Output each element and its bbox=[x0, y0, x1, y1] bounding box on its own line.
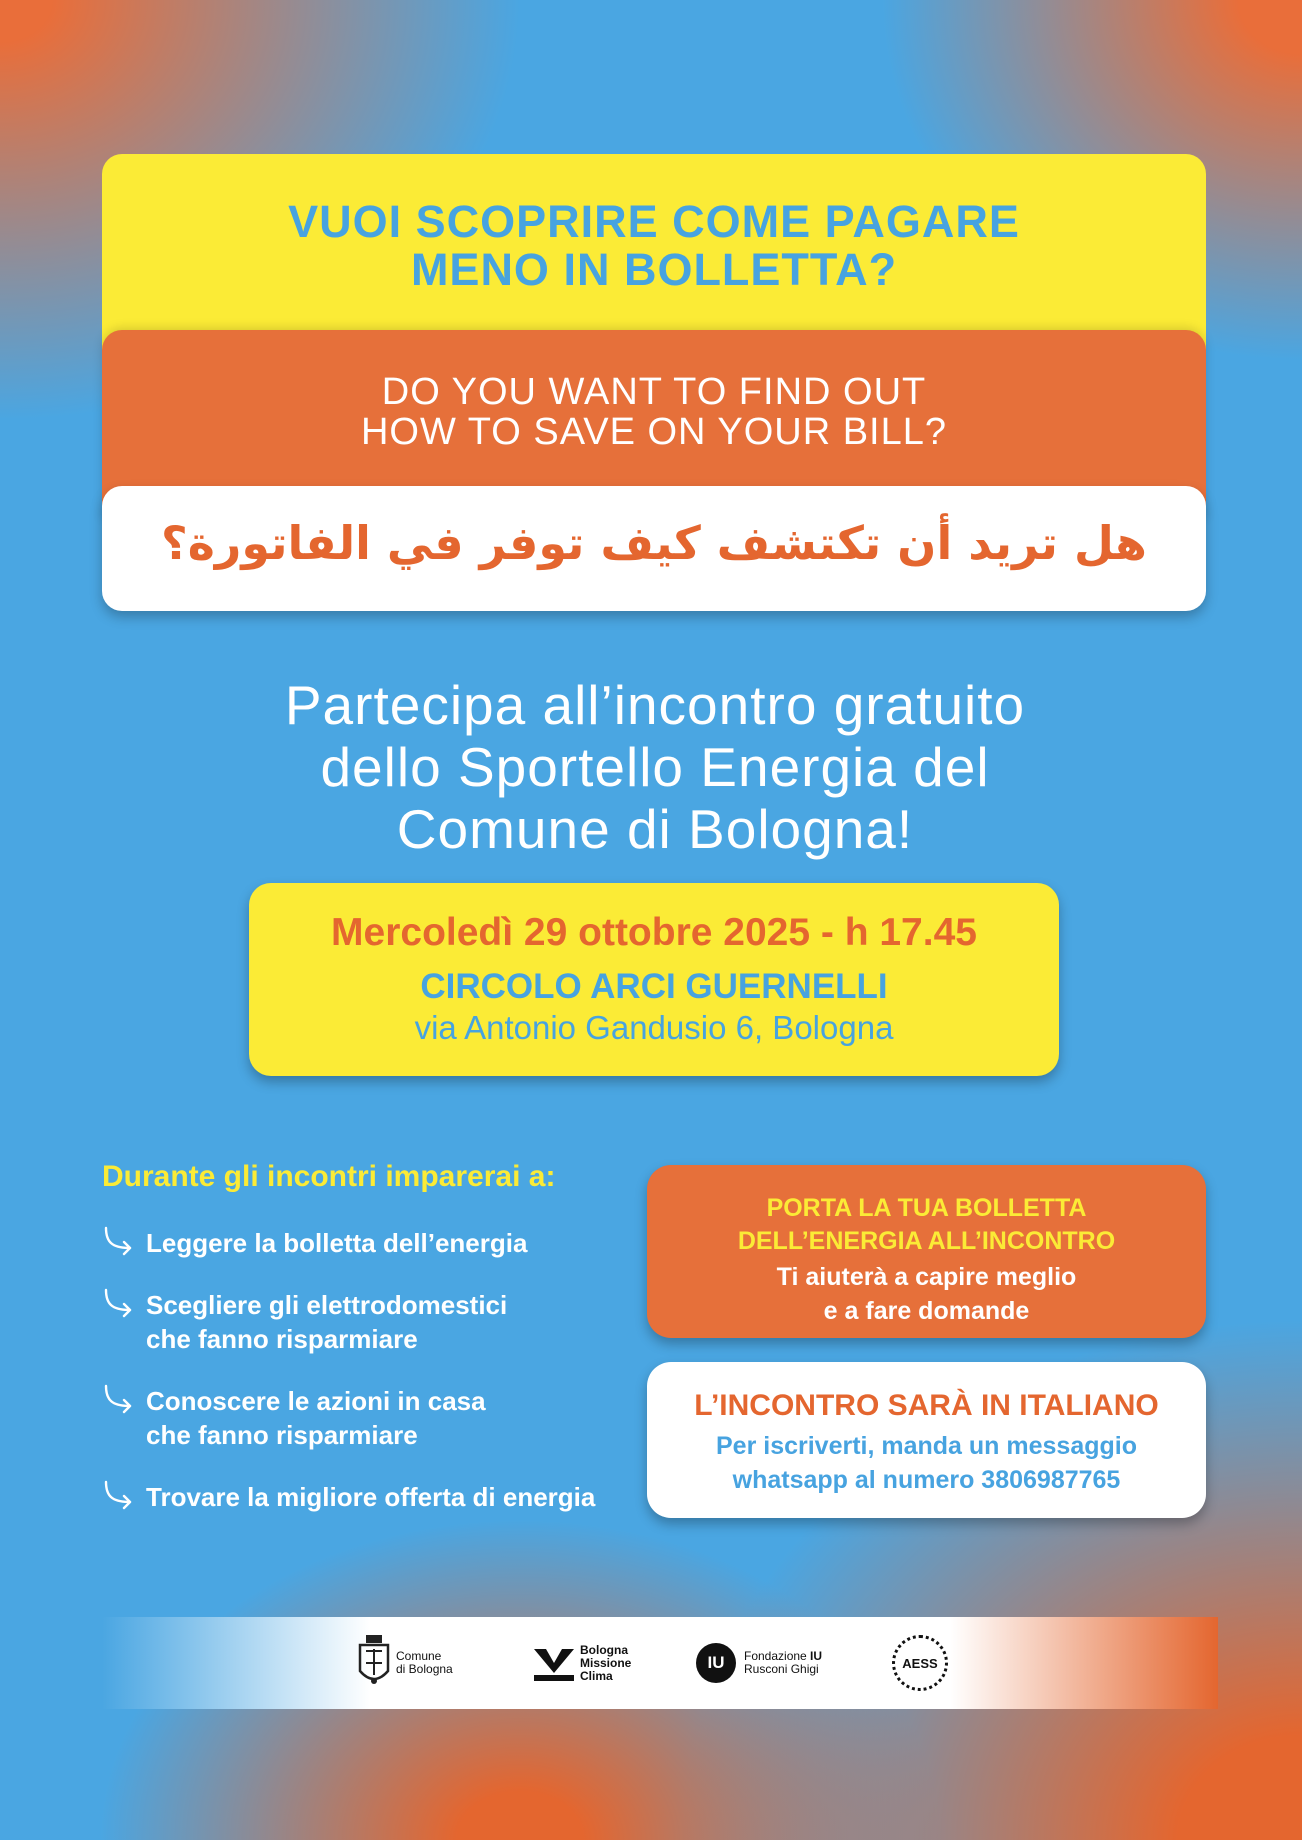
list-item: Leggere la bolletta dell’energia bbox=[102, 1226, 642, 1260]
list-item: Trovare la migliore offerta di energia bbox=[102, 1480, 642, 1514]
signup-instructions: Per iscriverti, manda un messaggio whatsapp al numero 3806987765 bbox=[716, 1432, 1137, 1494]
curved-arrow-icon bbox=[102, 1478, 136, 1512]
coat-of-arms-icon bbox=[356, 1635, 392, 1691]
headline: Partecipa all’incontro gratuito dello Sportello Energia del Comune di Bologna! bbox=[284, 674, 1026, 860]
list-item: Conoscere le azioni in casa che fanno risparmiare bbox=[102, 1384, 642, 1452]
sponsor-logos-strip bbox=[102, 1617, 1218, 1709]
bring-bill-card bbox=[647, 1165, 1206, 1338]
english-question: DO YOU WANT TO FIND OUT HOW TO SAVE ON YOUR BILL? bbox=[360, 371, 948, 453]
comune-di-bologna-logo: Comune di Bologna bbox=[356, 1635, 453, 1691]
language-note-title: L’INCONTRO SARÀ IN ITALIANO bbox=[694, 1389, 1159, 1422]
list-item: Scegliere gli elettrodomestici che fanno risparmiare bbox=[102, 1288, 642, 1356]
event-venue: CIRCOLO ARCI GUERNELLI bbox=[420, 967, 888, 1006]
bologna-missione-clima-logo: Bologna Missione Clima bbox=[532, 1635, 631, 1691]
curved-arrow-icon bbox=[102, 1286, 136, 1320]
language-note-card bbox=[647, 1362, 1206, 1518]
missione-clima-mark-icon bbox=[532, 1643, 576, 1683]
fondazione-iu-logo: IU Fondazione IU Rusconi Ghigi bbox=[696, 1635, 822, 1691]
event-date-time: Mercoledì 29 ottobre 2025 - h 17.45 bbox=[331, 911, 977, 954]
aess-logo: AESS bbox=[892, 1635, 948, 1691]
curved-arrow-icon bbox=[102, 1224, 136, 1258]
curved-arrow-icon bbox=[102, 1382, 136, 1416]
learn-title: Durante gli incontri imparerai a: bbox=[102, 1160, 556, 1193]
learn-list bbox=[102, 1226, 642, 1542]
italian-question-panel bbox=[102, 154, 1206, 354]
bring-bill-body: Ti aiuterà a capire meglio e a fare domande bbox=[776, 1263, 1077, 1325]
fondazione-iu-mark: IU bbox=[696, 1643, 736, 1683]
event-details-box bbox=[249, 883, 1059, 1076]
italian-question: VUOI SCOPRIRE COME PAGARE MENO IN BOLLETTA? bbox=[288, 196, 1020, 295]
event-address: via Antonio Gandusio 6, Bologna bbox=[414, 1009, 894, 1046]
arabic-question-panel bbox=[102, 486, 1206, 611]
arabic-question: هل تريد أن تكتشف كيف توفر في الفاتورة؟ bbox=[161, 516, 1147, 570]
bring-bill-title: PORTA LA TUA BOLLETTA DELL’ENERGIA ALL’INCONTRO bbox=[737, 1194, 1116, 1255]
